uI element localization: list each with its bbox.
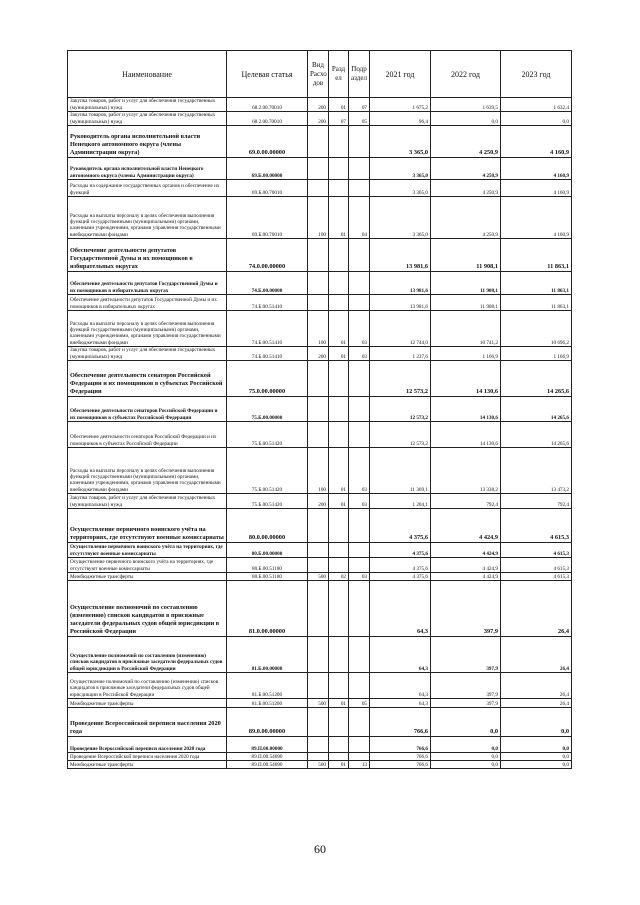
row-target-article: 80.Б.00.00000	[227, 543, 308, 558]
row-target-article: 68.2.00.70010	[227, 98, 308, 112]
row-name: Осуществление первичного воинского учёта на территориях, где отсутствуют военные комиссариаты	[68, 558, 227, 573]
row-name: Руководитель органа исполнительной власти Ненецкого автономного округа (члены Администрации округа)	[68, 126, 227, 158]
row-name: Обеспечение деятельности сенаторов Российской Федерации и их помощников в субъектах Российской Федерации	[68, 361, 227, 397]
row-subsection	[349, 397, 370, 422]
row-target-article: 74.Б.00.51410	[227, 295, 308, 311]
row-section	[329, 509, 349, 543]
row-value-2023: 4 160,9	[501, 158, 572, 180]
row-value-2021: 4 375,6	[370, 509, 431, 543]
row-subsection	[349, 753, 370, 761]
row-value-2021: 1 237,6	[370, 347, 431, 361]
table-row	[68, 761, 572, 769]
row-section: 02	[329, 573, 349, 581]
row-target-article: 75.Б.00.51420	[227, 422, 308, 448]
row-target-article: 69.Б.00.70010	[227, 180, 308, 197]
row-subsection	[349, 637, 370, 673]
row-name: Обеспечение деятельности депутатов Государственной Думы и их помощников в избирательных округах	[68, 295, 227, 311]
page-number: 60	[314, 842, 326, 856]
row-section	[329, 637, 349, 673]
row-section	[329, 361, 349, 397]
table-row	[68, 558, 572, 573]
row-section	[329, 708, 349, 737]
table-row	[68, 708, 572, 737]
row-subsection	[349, 239, 370, 272]
row-section	[329, 239, 349, 272]
row-name: Закупка товаров, работ и услуг для обеспечения государственных (муниципальных) нужд	[68, 112, 227, 126]
row-value-2023: 26,4	[501, 637, 572, 673]
row-value-2023: 4 160,9	[501, 197, 572, 239]
table-row	[68, 494, 572, 509]
row-subsection	[349, 509, 370, 543]
row-expense-type	[308, 737, 329, 753]
row-value-2023: 26,4	[501, 581, 572, 637]
row-value-2022: 14 130,6	[431, 397, 501, 422]
row-value-2023: 4 615,3	[501, 573, 572, 581]
row-expense-type: 100	[308, 448, 329, 494]
row-name: Осуществление полномочий по составлению (изменению) списков кандидатов в присяжные заседатели федеральных судов общей юрисдикции в Российской Федерации	[68, 581, 227, 637]
row-value-2021: 12 573,2	[370, 422, 431, 448]
row-expense-type	[308, 361, 329, 397]
row-value-2023: 4 615,3	[501, 558, 572, 573]
row-target-article: 75.Б.00.00000	[227, 397, 308, 422]
row-subsection	[349, 581, 370, 637]
table-row	[68, 573, 572, 581]
row-target-article: 69.0.00.00000	[227, 126, 308, 158]
row-value-2023: 4 615,3	[501, 543, 572, 558]
row-target-article: 75.0.00.00000	[227, 361, 308, 397]
row-name: Проведение Всероссийской переписи населения 2020 года	[68, 753, 227, 761]
row-expense-type	[308, 708, 329, 737]
table-row	[68, 361, 572, 397]
table-row	[68, 637, 572, 673]
row-expense-type: 100	[308, 197, 329, 239]
row-value-2023: 1 632,4	[501, 98, 572, 112]
row-subsection	[349, 708, 370, 737]
row-expense-type	[308, 158, 329, 180]
table-row	[68, 239, 572, 272]
row-target-article: 74.Б.00.51410	[227, 347, 308, 361]
row-value-2021: 64,3	[370, 673, 431, 699]
row-name: Расходы на выплаты персоналу в целях обеспечения выполнения функций государственными (муниципальными) органами, казенными учреждениями, органами управления государственными внебюджетными фондами	[68, 448, 227, 494]
row-section	[329, 558, 349, 573]
row-value-2021: 766,6	[370, 708, 431, 737]
row-value-2021: 766,6	[370, 761, 431, 769]
row-subsection: 04	[349, 197, 370, 239]
row-value-2023: 0,0	[501, 753, 572, 761]
row-value-2021: 12 573,2	[370, 397, 431, 422]
row-name: Руководитель органа исполнительной власти Ненецкого автономного округа (члены Администрации округа)	[68, 158, 227, 180]
row-value-2021: 12 744,0	[370, 311, 431, 347]
table-row	[68, 180, 572, 197]
row-subsection	[349, 361, 370, 397]
row-expense-type: 100	[308, 311, 329, 347]
row-subsection: 05	[349, 699, 370, 708]
header-2023: 2023 год	[501, 51, 572, 98]
table-row	[68, 112, 572, 126]
table-row	[68, 311, 572, 347]
row-value-2022: 397,9	[431, 581, 501, 637]
row-section: 01	[329, 197, 349, 239]
row-value-2021: 96,4	[370, 112, 431, 126]
row-subsection	[349, 126, 370, 158]
row-target-article: 89.П.00.00000	[227, 737, 308, 753]
row-section	[329, 180, 349, 197]
row-value-2023: 14 265,6	[501, 422, 572, 448]
row-value-2021: 3 365,0	[370, 180, 431, 197]
row-section: 01	[329, 699, 349, 708]
row-value-2022: 1 639,5	[431, 98, 501, 112]
header-2021: 2021 год	[370, 51, 431, 98]
row-name: Межбюджетные трансферты	[68, 573, 227, 581]
budget-table-page	[67, 50, 571, 769]
row-value-2021: 4 375,6	[370, 558, 431, 573]
table-row	[68, 295, 572, 311]
row-value-2023: 11 863,1	[501, 272, 572, 295]
row-subsection	[349, 422, 370, 448]
row-value-2022: 4 250,9	[431, 197, 501, 239]
row-value-2021: 766,6	[370, 737, 431, 753]
row-name: Осуществление полномочий по составлению (изменению) списков кандидатов в присяжные заседатели федеральных судов общей юрисдикции в Российской Федерации	[68, 673, 227, 699]
row-expense-type	[308, 239, 329, 272]
row-subsection	[349, 272, 370, 295]
row-value-2022: 0,0	[431, 761, 501, 769]
row-section: 01	[329, 311, 349, 347]
row-target-article: 81.Б.00.51200	[227, 699, 308, 708]
row-subsection: 03	[349, 311, 370, 347]
row-section	[329, 272, 349, 295]
row-value-2023: 0,0	[501, 737, 572, 753]
row-value-2021: 766,6	[370, 753, 431, 761]
row-name: Осуществление первичного воинского учёта на территориях, где отсутствуют военные комиссариаты	[68, 509, 227, 543]
row-section	[329, 295, 349, 311]
row-subsection	[349, 180, 370, 197]
table-row	[68, 753, 572, 761]
header-subsection: Подр аздел	[349, 51, 370, 98]
row-expense-type: 200	[308, 98, 329, 112]
row-section	[329, 126, 349, 158]
row-value-2023: 1 166,9	[501, 347, 572, 361]
row-section: 01	[329, 347, 349, 361]
row-target-article: 81.Б.00.00000	[227, 637, 308, 673]
row-section: 01	[329, 98, 349, 112]
row-subsection	[349, 737, 370, 753]
row-section: 07	[329, 112, 349, 126]
row-value-2023: 11 863,1	[501, 295, 572, 311]
row-value-2022: 0,0	[431, 737, 501, 753]
row-section: 01	[329, 494, 349, 509]
row-section	[329, 673, 349, 699]
row-section	[329, 422, 349, 448]
row-name: Межбюджетные трансферты	[68, 699, 227, 708]
row-target-article: 69.Б.00.00000	[227, 158, 308, 180]
row-name: Осуществление первичного воинского учёта на территориях, где отсутствуют военные комиссариаты	[68, 543, 227, 558]
row-target-article: 69.Б.00.70010	[227, 197, 308, 239]
row-expense-type	[308, 126, 329, 158]
row-target-article: 89.П.00.54690	[227, 753, 308, 761]
row-target-article: 80.0.00.00000	[227, 509, 308, 543]
row-value-2021: 64,3	[370, 699, 431, 708]
row-value-2023: 14 265,6	[501, 397, 572, 422]
row-name: Закупка товаров, работ и услуг для обеспечения государственных (муниципальных) нужд	[68, 98, 227, 112]
row-value-2021: 4 375,6	[370, 543, 431, 558]
row-name: Проведение Всероссийской переписи населения 2020 года	[68, 737, 227, 753]
row-value-2021: 64,3	[370, 637, 431, 673]
row-value-2021: 1 204,1	[370, 494, 431, 509]
table-row	[68, 98, 572, 112]
table-row	[68, 347, 572, 361]
row-value-2021: 3 365,0	[370, 126, 431, 158]
row-name: Обеспечение деятельности депутатов Государственной Думы и их помощников в избирательных округах	[68, 272, 227, 295]
table-row	[68, 737, 572, 753]
row-subsection: 03	[349, 494, 370, 509]
table-row	[68, 422, 572, 448]
row-value-2023: 14 265,6	[501, 361, 572, 397]
row-section	[329, 753, 349, 761]
row-subsection: 03	[349, 573, 370, 581]
table-row	[68, 397, 572, 422]
row-section: 01	[329, 448, 349, 494]
budget-table	[67, 50, 572, 769]
row-value-2023: 792,4	[501, 494, 572, 509]
row-target-article: 68.2.00.70010	[227, 112, 308, 126]
row-subsection	[349, 673, 370, 699]
row-subsection	[349, 295, 370, 311]
header-section: Разд ел	[329, 51, 349, 98]
row-value-2022: 0,0	[431, 753, 501, 761]
row-value-2023: 4 160,9	[501, 126, 572, 158]
header-2022: 2022 год	[431, 51, 501, 98]
row-name: Осуществление полномочий по составлению (изменению) списков кандидатов в присяжные заседатели федеральных судов общей юрисдикции в Российской Федерации	[68, 637, 227, 673]
row-value-2021: 1 675,2	[370, 98, 431, 112]
row-value-2023: 26,4	[501, 699, 572, 708]
row-value-2022: 0,0	[431, 112, 501, 126]
row-subsection: 07	[349, 98, 370, 112]
header-expense-type: Вид Расхо дов	[308, 51, 329, 98]
row-name: Закупка товаров, работ и услуг для обеспечения государственных (муниципальных) нужд	[68, 494, 227, 509]
table-row	[68, 673, 572, 699]
row-expense-type: 500	[308, 761, 329, 769]
row-value-2022: 4 250,9	[431, 180, 501, 197]
row-expense-type	[308, 509, 329, 543]
row-name: Расходы на содержание государственных органов и обеспечение их функций	[68, 180, 227, 197]
row-value-2023: 0,0	[501, 708, 572, 737]
row-value-2022: 4 424,9	[431, 509, 501, 543]
row-expense-type	[308, 180, 329, 197]
row-value-2022: 4 250,9	[431, 126, 501, 158]
row-value-2023: 26,4	[501, 673, 572, 699]
row-value-2022: 10 741,2	[431, 311, 501, 347]
row-value-2023: 0,0	[501, 112, 572, 126]
row-subsection	[349, 158, 370, 180]
row-value-2022: 0,0	[431, 708, 501, 737]
row-expense-type: 500	[308, 573, 329, 581]
row-expense-type	[308, 295, 329, 311]
row-value-2022: 4 424,9	[431, 543, 501, 558]
row-name: Межбюджетные трансферты	[68, 761, 227, 769]
row-value-2023: 13 473,2	[501, 448, 572, 494]
row-subsection: 03	[349, 347, 370, 361]
row-subsection: 05	[349, 112, 370, 126]
row-value-2022: 14 130,6	[431, 361, 501, 397]
table-row	[68, 126, 572, 158]
row-value-2023: 10 696,2	[501, 311, 572, 347]
row-value-2022: 14 130,6	[431, 422, 501, 448]
row-target-article: 89.П.00.54690	[227, 761, 308, 769]
row-value-2022: 397,9	[431, 673, 501, 699]
row-expense-type	[308, 581, 329, 637]
row-subsection	[349, 558, 370, 573]
row-section	[329, 397, 349, 422]
row-target-article: 80.Б.00.51180	[227, 558, 308, 573]
header-name: Наименование	[68, 51, 227, 98]
row-value-2022: 1 166,9	[431, 347, 501, 361]
row-value-2022: 4 424,9	[431, 558, 501, 573]
row-section	[329, 581, 349, 637]
row-value-2022: 13 338,2	[431, 448, 501, 494]
row-value-2021: 13 981,6	[370, 295, 431, 311]
row-target-article: 75.Б.00.51420	[227, 494, 308, 509]
row-expense-type: 200	[308, 347, 329, 361]
row-section	[329, 158, 349, 180]
row-value-2021: 13 981,6	[370, 272, 431, 295]
row-target-article: 89.0.00.00000	[227, 708, 308, 737]
row-expense-type	[308, 637, 329, 673]
row-value-2023: 11 863,1	[501, 239, 572, 272]
table-body	[68, 98, 572, 769]
row-value-2022: 4 250,9	[431, 158, 501, 180]
table-row	[68, 448, 572, 494]
row-expense-type	[308, 543, 329, 558]
row-value-2022: 4 424,9	[431, 573, 501, 581]
row-value-2021: 64,3	[370, 581, 431, 637]
row-target-article: 80.Б.00.51180	[227, 573, 308, 581]
row-value-2022: 11 908,1	[431, 239, 501, 272]
row-value-2022: 792,4	[431, 494, 501, 509]
header-target-article: Целевая статья	[227, 51, 308, 98]
row-expense-type	[308, 673, 329, 699]
row-value-2021: 11 369,1	[370, 448, 431, 494]
row-expense-type: 200	[308, 112, 329, 126]
row-name: Проведение Всероссийской переписи населения 2020 года	[68, 708, 227, 737]
row-section: 01	[329, 761, 349, 769]
row-target-article: 74.0.00.00000	[227, 239, 308, 272]
row-value-2021: 13 981,6	[370, 239, 431, 272]
row-target-article: 81.Б.00.51200	[227, 673, 308, 699]
row-expense-type	[308, 272, 329, 295]
table-row	[68, 509, 572, 543]
row-value-2021: 3 365,0	[370, 197, 431, 239]
row-name: Расходы на выплаты персоналу в целях обеспечения выполнения функций государственными (муниципальными) органами, казенными учреждениями, органами управления государственными внебюджетными фондами	[68, 197, 227, 239]
row-value-2021: 4 375,6	[370, 573, 431, 581]
row-value-2023: 4 160,9	[501, 180, 572, 197]
row-name: Обеспечение деятельности сенаторов Российской Федерации и их помощников в субъектах Российской Федерации	[68, 422, 227, 448]
row-value-2021: 3 365,0	[370, 158, 431, 180]
row-subsection: 13	[349, 761, 370, 769]
table-row	[68, 581, 572, 637]
table-row	[68, 543, 572, 558]
row-expense-type: 200	[308, 494, 329, 509]
row-name: Обеспечение деятельности депутатов Государственной Думы и их помощников в избирательных округах	[68, 239, 227, 272]
table-row	[68, 272, 572, 295]
row-target-article: 75.Б.00.51420	[227, 448, 308, 494]
table-row	[68, 699, 572, 708]
row-name: Обеспечение деятельности сенаторов Российской Федерации и их помощников в субъектах Российской Федерации	[68, 397, 227, 422]
row-expense-type	[308, 753, 329, 761]
row-name: Закупка товаров, работ и услуг для обеспечения государственных (муниципальных) нужд	[68, 347, 227, 361]
row-section	[329, 543, 349, 558]
row-target-article: 74.Б.00.00000	[227, 272, 308, 295]
row-target-article: 74.Б.00.51410	[227, 311, 308, 347]
row-value-2021: 12 573,2	[370, 361, 431, 397]
row-value-2022: 397,9	[431, 699, 501, 708]
table-row	[68, 158, 572, 180]
row-value-2022: 11 908,1	[431, 295, 501, 311]
row-section	[329, 737, 349, 753]
row-expense-type	[308, 422, 329, 448]
row-expense-type: 500	[308, 699, 329, 708]
row-value-2023: 4 615,3	[501, 509, 572, 543]
row-value-2022: 397,9	[431, 637, 501, 673]
row-subsection: 03	[349, 448, 370, 494]
row-value-2023: 0,0	[501, 761, 572, 769]
table-row	[68, 197, 572, 239]
row-value-2022: 11 908,1	[431, 272, 501, 295]
row-name: Расходы на выплаты персоналу в целях обеспечения выполнения функций государственными (муниципальными) органами, казенными учреждениями, органами управления государственными внебюджетными фондами	[68, 311, 227, 347]
row-expense-type	[308, 558, 329, 573]
row-expense-type	[308, 397, 329, 422]
row-subsection	[349, 543, 370, 558]
table-header-row	[68, 51, 572, 98]
row-target-article: 81.0.00.00000	[227, 581, 308, 637]
